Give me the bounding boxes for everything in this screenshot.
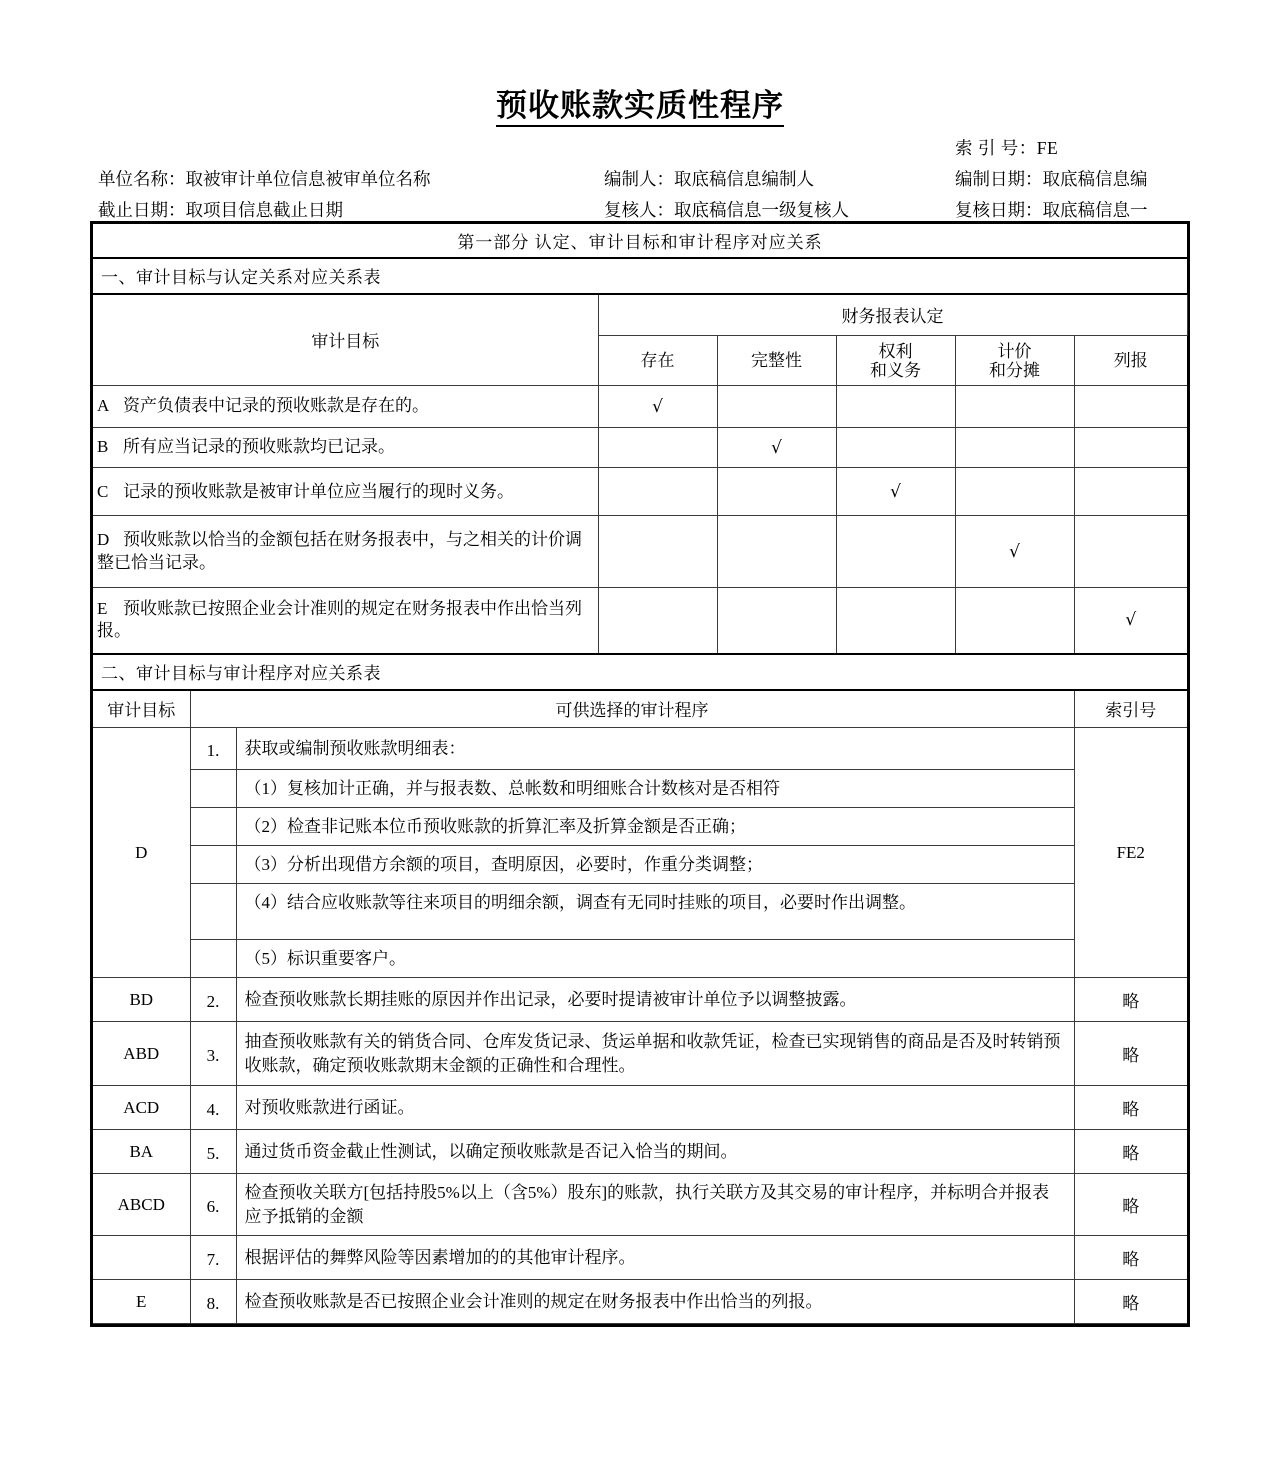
preparer-value: 取底稿信息编制人 bbox=[674, 168, 814, 189]
assertion-row-a-mark-existence: √ bbox=[598, 386, 717, 428]
procedure-1-sub-1-text: （1）复核加计正确，并与报表数、总帐数和明细账合计数核对是否相符 bbox=[236, 770, 1074, 808]
procedure-5-goal: BA bbox=[93, 1130, 190, 1174]
procedure-row-1-sub-2 bbox=[93, 808, 1187, 846]
procedure-1-sub-3-text: （3）分析出现借方余额的项目，查明原因，必要时，作重分类调整； bbox=[236, 846, 1074, 884]
document-meta-header bbox=[0, 135, 1280, 221]
procedure-1-number: 1. bbox=[190, 728, 236, 770]
procedure-1-goal: D bbox=[93, 728, 190, 978]
cutoff-date-label: 截止日期： bbox=[98, 199, 186, 220]
procedure-5-text: 通过货币资金截止性测试，以确定预收账款是否记入恰当的期间。 bbox=[236, 1130, 1074, 1174]
section-one-title: 一、审计目标与认定关系对应关系表 bbox=[93, 258, 1187, 294]
procedure-1-sub-2-number bbox=[190, 808, 236, 846]
section-one-title-row bbox=[93, 258, 1187, 294]
reviewer-value: 取底稿信息一级复核人 bbox=[674, 199, 849, 220]
cutoff-date-field bbox=[98, 197, 343, 222]
assertion-row-e-label: E bbox=[97, 598, 108, 618]
procedure-8-number: 8. bbox=[190, 1280, 236, 1324]
procedure-1-sub-5-number bbox=[190, 940, 236, 978]
worksheet-table bbox=[93, 224, 1188, 1325]
procedure-1-sub-1-number bbox=[190, 770, 236, 808]
assertion-group-header: 财务报表认定 bbox=[598, 294, 1187, 336]
entity-name-field bbox=[98, 166, 431, 191]
assertion-row-e-mark-valuation bbox=[955, 588, 1074, 654]
procedure-1-sub-2-text: （2）检查非记账本位币预收账款的折算汇率及折算金额是否正确； bbox=[236, 808, 1074, 846]
section-two-title: 二、审计目标与审计程序对应关系表 bbox=[93, 654, 1187, 690]
reviewer-label: 复核人： bbox=[604, 199, 674, 220]
procedure-8-index: 略 bbox=[1074, 1280, 1187, 1324]
assertion-row-a-mark-valuation bbox=[955, 386, 1074, 428]
assertion-row-c-desc: 记录的预收账款是被审计单位应当履行的现时义务。 bbox=[123, 481, 514, 501]
assertion-row-e-mark-completeness bbox=[717, 588, 836, 654]
procedure-3-text: 抽查预收账款有关的销货合同、仓库发货记录、货运单据和收款凭证，检查已实现销售的商品是否及时转销预收账款，确定预收账款期末金额的正确性和合理性。 bbox=[236, 1022, 1074, 1086]
procedure-6-text: 检查预收关联方[包括持股5%以上（含5%）股东]的账款，执行关联方及其交易的审计程序，并标明合并报表应予抵销的金额 bbox=[236, 1174, 1074, 1236]
assertion-table-header-row-1 bbox=[93, 294, 1187, 336]
review-date-label: 复核日期： bbox=[955, 199, 1043, 220]
assertion-row-e-desc: 预收账款已按照企业会计准则的规定在财务报表中作出恰当列报。 bbox=[97, 598, 582, 641]
procedure-row-1 bbox=[93, 728, 1187, 770]
procedure-table-header-row bbox=[93, 690, 1187, 728]
index-number-value: FE bbox=[1036, 137, 1059, 158]
assertion-col-rights-obligations-line2: 和义务 bbox=[870, 360, 921, 380]
procedure-7-index: 略 bbox=[1074, 1236, 1187, 1280]
meta-row-1 bbox=[0, 166, 1280, 193]
procedure-6-index: 略 bbox=[1074, 1174, 1187, 1236]
assertion-row-c-label: C bbox=[97, 481, 109, 501]
section-two-title-row bbox=[93, 654, 1187, 690]
assertion-row-d-mark-existence bbox=[598, 516, 717, 588]
procedure-6-goal: ABCD bbox=[93, 1174, 190, 1236]
procedure-3-number: 3. bbox=[190, 1022, 236, 1086]
procedure-1-sub-4-number bbox=[190, 884, 236, 940]
procedure-row-4 bbox=[93, 1086, 1187, 1130]
procedure-row-3 bbox=[93, 1022, 1187, 1086]
procedure-1-sub-3-number bbox=[190, 846, 236, 884]
assertion-row-b bbox=[93, 428, 1187, 468]
assertion-col-valuation-allocation bbox=[955, 336, 1074, 386]
assertion-col-rights-obligations-line1: 权利 bbox=[878, 341, 913, 361]
assertion-row-b-mark-rights bbox=[836, 428, 955, 468]
assertion-row-c-mark-valuation bbox=[955, 468, 1074, 516]
assertion-col-valuation-allocation-line2: 和分摊 bbox=[989, 360, 1040, 380]
assertion-row-d-label: D bbox=[97, 530, 110, 550]
preparer-field bbox=[604, 166, 814, 191]
procedure-7-number: 7. bbox=[190, 1236, 236, 1280]
procedure-4-number: 4. bbox=[190, 1086, 236, 1130]
procedure-2-text: 检查预收账款长期挂账的原因并作出记录，必要时提请被审计单位予以调整披露。 bbox=[236, 978, 1074, 1022]
assertion-row-b-mark-existence bbox=[598, 428, 717, 468]
assertion-row-c-mark-existence bbox=[598, 468, 717, 516]
assertion-row-a-label: A bbox=[97, 396, 110, 416]
assertion-row-c bbox=[93, 468, 1187, 516]
procedure-2-goal: BD bbox=[93, 978, 190, 1022]
procedure-2-index: 略 bbox=[1074, 978, 1187, 1022]
procedure-1-sub-4-text: （4）结合应收账款等往来项目的明细余额，调查有无同时挂账的项目，必要时作出调整。 bbox=[236, 884, 1074, 940]
procedure-row-2 bbox=[93, 978, 1187, 1022]
procedure-row-8 bbox=[93, 1280, 1187, 1324]
part-one-banner-row bbox=[93, 224, 1187, 258]
assertion-row-c-mark-presentation bbox=[1074, 468, 1187, 516]
procedure-1-index: FE2 bbox=[1074, 728, 1187, 978]
assertion-row-c-mark-completeness bbox=[717, 468, 836, 516]
assertion-row-a-mark-rights bbox=[836, 386, 955, 428]
procedure-row-1-sub-5 bbox=[93, 940, 1187, 978]
assertion-row-b-mark-valuation bbox=[955, 428, 1074, 468]
index-number-label: 索 引 号： bbox=[955, 137, 1037, 158]
assertion-row-a bbox=[93, 386, 1187, 428]
assertion-row-c-text bbox=[93, 468, 598, 516]
page-title-text: 预收账款实质性程序 bbox=[496, 88, 784, 127]
part-one-title: 第一部分 认定、审计目标和审计程序对应关系 bbox=[93, 224, 1187, 258]
assertion-row-d-desc: 预收账款以恰当的金额包括在财务报表中，与之相关的计价调整已恰当记录。 bbox=[97, 530, 582, 572]
entity-name-value: 取被审计单位信息被审单位名称 bbox=[185, 168, 431, 189]
procedure-4-text: 对预收账款进行函证。 bbox=[236, 1086, 1074, 1130]
review-date-field bbox=[955, 197, 1148, 222]
procedure-1-sub-5-text: （5）标识重要客户。 bbox=[236, 940, 1074, 978]
assertion-row-b-label: B bbox=[97, 437, 109, 457]
procedure-7-goal bbox=[93, 1236, 190, 1280]
procedure-col-description-header: 可供选择的审计程序 bbox=[190, 690, 1074, 728]
assertion-row-e bbox=[93, 588, 1187, 654]
procedure-row-1-sub-1 bbox=[93, 770, 1187, 808]
assertion-row-e-mark-rights bbox=[836, 588, 955, 654]
assertion-row-d-mark-valuation: √ bbox=[955, 516, 1074, 588]
assertion-col-presentation bbox=[1074, 336, 1187, 386]
cutoff-date-value: 取项目信息截止日期 bbox=[185, 199, 343, 220]
procedure-7-text: 根据评估的舞弊风险等因素增加的的其他审计程序。 bbox=[236, 1236, 1074, 1280]
assertion-row-b-mark-presentation bbox=[1074, 428, 1187, 468]
assertion-row-d bbox=[93, 516, 1187, 588]
procedure-1-text: 获取或编制预收账款明细表： bbox=[236, 728, 1074, 770]
procedure-4-goal: ACD bbox=[93, 1086, 190, 1130]
prepare-date-field bbox=[955, 166, 1148, 191]
assertion-col-completeness-line1: 完整性 bbox=[751, 351, 802, 371]
assertion-col-completeness bbox=[717, 336, 836, 386]
review-date-value: 取底稿信息一 bbox=[1042, 199, 1148, 220]
entity-name-label: 单位名称： bbox=[98, 168, 186, 189]
assertion-row-e-text bbox=[93, 588, 598, 654]
assertion-row-c-mark-rights: √ bbox=[836, 468, 955, 516]
reviewer-field bbox=[604, 197, 849, 222]
assertion-col-rights-obligations bbox=[836, 336, 955, 386]
assertion-row-d-mark-presentation bbox=[1074, 516, 1187, 588]
procedure-4-index: 略 bbox=[1074, 1086, 1187, 1130]
procedure-5-number: 5. bbox=[190, 1130, 236, 1174]
prepare-date-label: 编制日期： bbox=[955, 168, 1043, 189]
assertion-row-b-text bbox=[93, 428, 598, 468]
procedure-2-number: 2. bbox=[190, 978, 236, 1022]
assertion-row-d-text bbox=[93, 516, 598, 588]
preparer-label: 编制人： bbox=[604, 168, 674, 189]
assertion-col-presentation-line1: 列报 bbox=[1113, 351, 1148, 371]
procedure-col-index-header: 索引号 bbox=[1074, 690, 1187, 728]
assertion-row-a-text bbox=[93, 386, 598, 428]
procedure-3-goal: ABD bbox=[93, 1022, 190, 1086]
procedure-row-1-sub-3 bbox=[93, 846, 1187, 884]
procedure-row-5 bbox=[93, 1130, 1187, 1174]
assertion-row-b-desc: 所有应当记录的预收账款均已记录。 bbox=[123, 437, 395, 457]
procedure-row-7 bbox=[93, 1236, 1187, 1280]
assertion-row-b-mark-completeness: √ bbox=[717, 428, 836, 468]
meta-row-2 bbox=[0, 197, 1280, 224]
procedure-row-6 bbox=[93, 1174, 1187, 1236]
assertion-row-e-mark-existence bbox=[598, 588, 717, 654]
assertion-row-d-mark-rights bbox=[836, 516, 955, 588]
assertion-col-existence bbox=[598, 336, 717, 386]
procedure-8-text: 检查预收账款是否已按照企业会计准则的规定在财务报表中作出恰当的列报。 bbox=[236, 1280, 1074, 1324]
assertion-col-valuation-allocation-line1: 计价 bbox=[997, 341, 1032, 361]
assertion-row-a-mark-completeness bbox=[717, 386, 836, 428]
procedure-row-1-sub-4 bbox=[93, 884, 1187, 940]
main-worksheet-frame bbox=[90, 221, 1190, 1328]
page-title bbox=[0, 0, 1280, 125]
procedure-5-index: 略 bbox=[1074, 1130, 1187, 1174]
assertion-row-a-desc: 资产负债表中记录的预收账款是存在的。 bbox=[123, 396, 429, 416]
procedure-6-number: 6. bbox=[190, 1174, 236, 1236]
assertion-col-existence-line1: 存在 bbox=[640, 351, 675, 371]
procedure-col-goal-header: 审计目标 bbox=[93, 690, 190, 728]
assertion-row-e-mark-presentation: √ bbox=[1074, 588, 1187, 654]
assertion-row-a-mark-presentation bbox=[1074, 386, 1187, 428]
procedure-8-goal: E bbox=[93, 1280, 190, 1324]
prepare-date-value: 取底稿信息编 bbox=[1042, 168, 1148, 189]
assertion-row-d-mark-completeness bbox=[717, 516, 836, 588]
index-number-field bbox=[955, 135, 1058, 160]
procedure-3-index: 略 bbox=[1074, 1022, 1187, 1086]
assertion-goal-header: 审计目标 bbox=[93, 294, 598, 386]
